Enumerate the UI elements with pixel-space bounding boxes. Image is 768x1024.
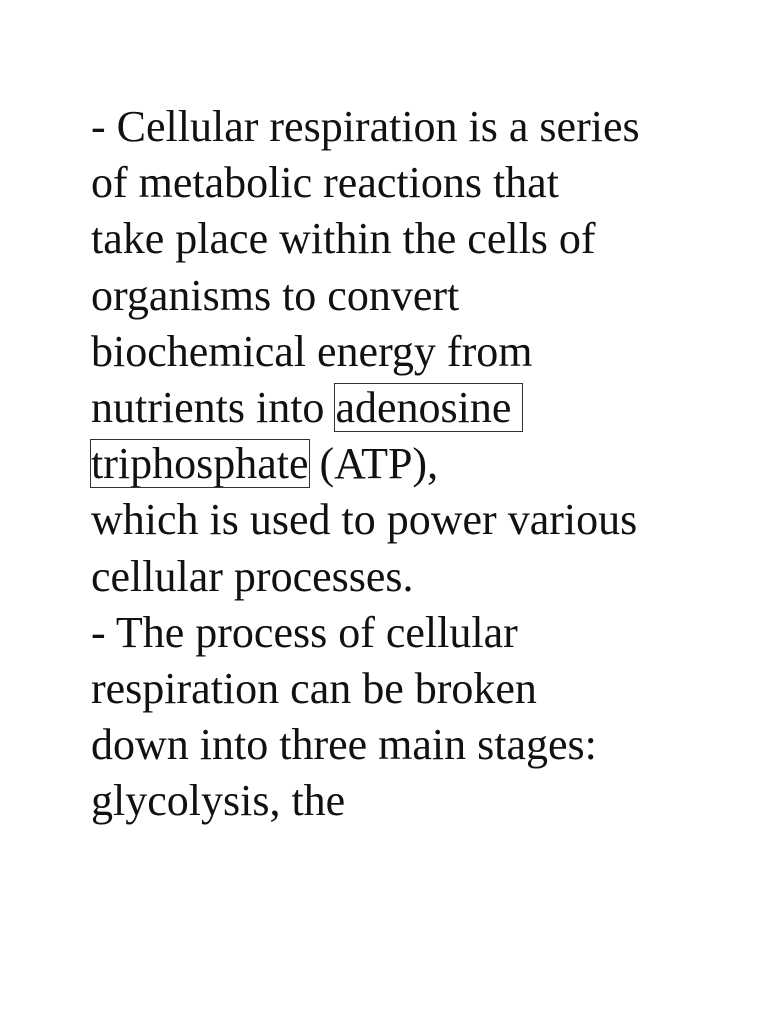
text-line: take place within the cells of	[91, 214, 596, 264]
text-segment: nutrients into	[91, 382, 336, 432]
text-line: respiration can be broken	[91, 663, 537, 713]
highlighted-term-part2: triphosphate	[91, 439, 309, 489]
text-line	[91, 436, 751, 492]
text-line: down into three main stages:	[91, 720, 597, 770]
text-line	[91, 380, 751, 436]
text-line: - The process of cellular	[91, 607, 518, 657]
text-line: - Cellular respiration is a series	[91, 102, 640, 151]
text-line: biochemical energy from	[91, 326, 533, 376]
text-line: organisms to convert	[91, 270, 460, 320]
text-line: glycolysis, the	[91, 776, 346, 826]
text-line: cellular processes.	[91, 551, 414, 601]
text-line: which is used to power various	[91, 495, 638, 545]
highlighted-term-part1: adenosine	[335, 382, 523, 432]
text-segment: (ATP),	[308, 439, 439, 489]
document-body	[91, 99, 751, 829]
text-line: of metabolic reactions that	[91, 158, 559, 208]
